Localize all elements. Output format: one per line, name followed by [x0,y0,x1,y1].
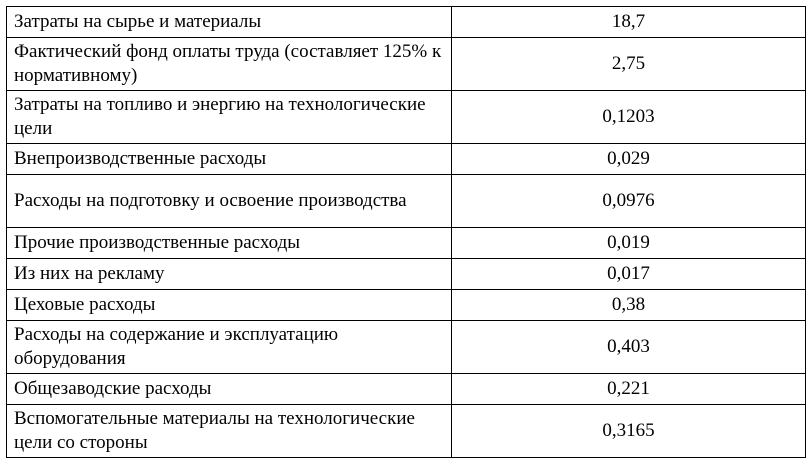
row-label: Затраты на топливо и энергию на технологические цели [7,91,452,144]
row-label: Расходы на содержание и эксплуатацию оборудования [7,321,452,374]
row-value: 0,3165 [452,405,806,458]
row-label: Затраты на сырье и материалы [7,7,452,38]
table-row [7,38,806,91]
row-value: 0,403 [452,321,806,374]
row-label: Из них на рекламу [7,259,452,290]
row-label: Прочие производственные расходы [7,228,452,259]
row-value: 0,017 [452,259,806,290]
table-row [7,7,806,38]
cost-table [6,6,806,458]
row-value: 0,38 [452,290,806,321]
row-value: 0,029 [452,144,806,175]
table-row [7,290,806,321]
row-label: Фактический фонд оплаты труда (составляет 125% к нормативному) [7,38,452,91]
table-row [7,259,806,290]
table-row [7,321,806,374]
row-label: Вспомогательные материалы на технологические цели со стороны [7,405,452,458]
table-row [7,374,806,405]
row-label: Общезаводские расходы [7,374,452,405]
table-row [7,228,806,259]
row-value: 0,019 [452,228,806,259]
table-row [7,175,806,228]
row-label: Внепроизводственные расходы [7,144,452,175]
row-value: 2,75 [452,38,806,91]
row-label: Расходы на подготовку и освоение производства [7,175,452,228]
row-label: Цеховые расходы [7,290,452,321]
row-value: 0,0976 [452,175,806,228]
table-row [7,144,806,175]
row-value: 0,1203 [452,91,806,144]
table-row [7,405,806,458]
table-row [7,91,806,144]
row-value: 18,7 [452,7,806,38]
row-value: 0,221 [452,374,806,405]
